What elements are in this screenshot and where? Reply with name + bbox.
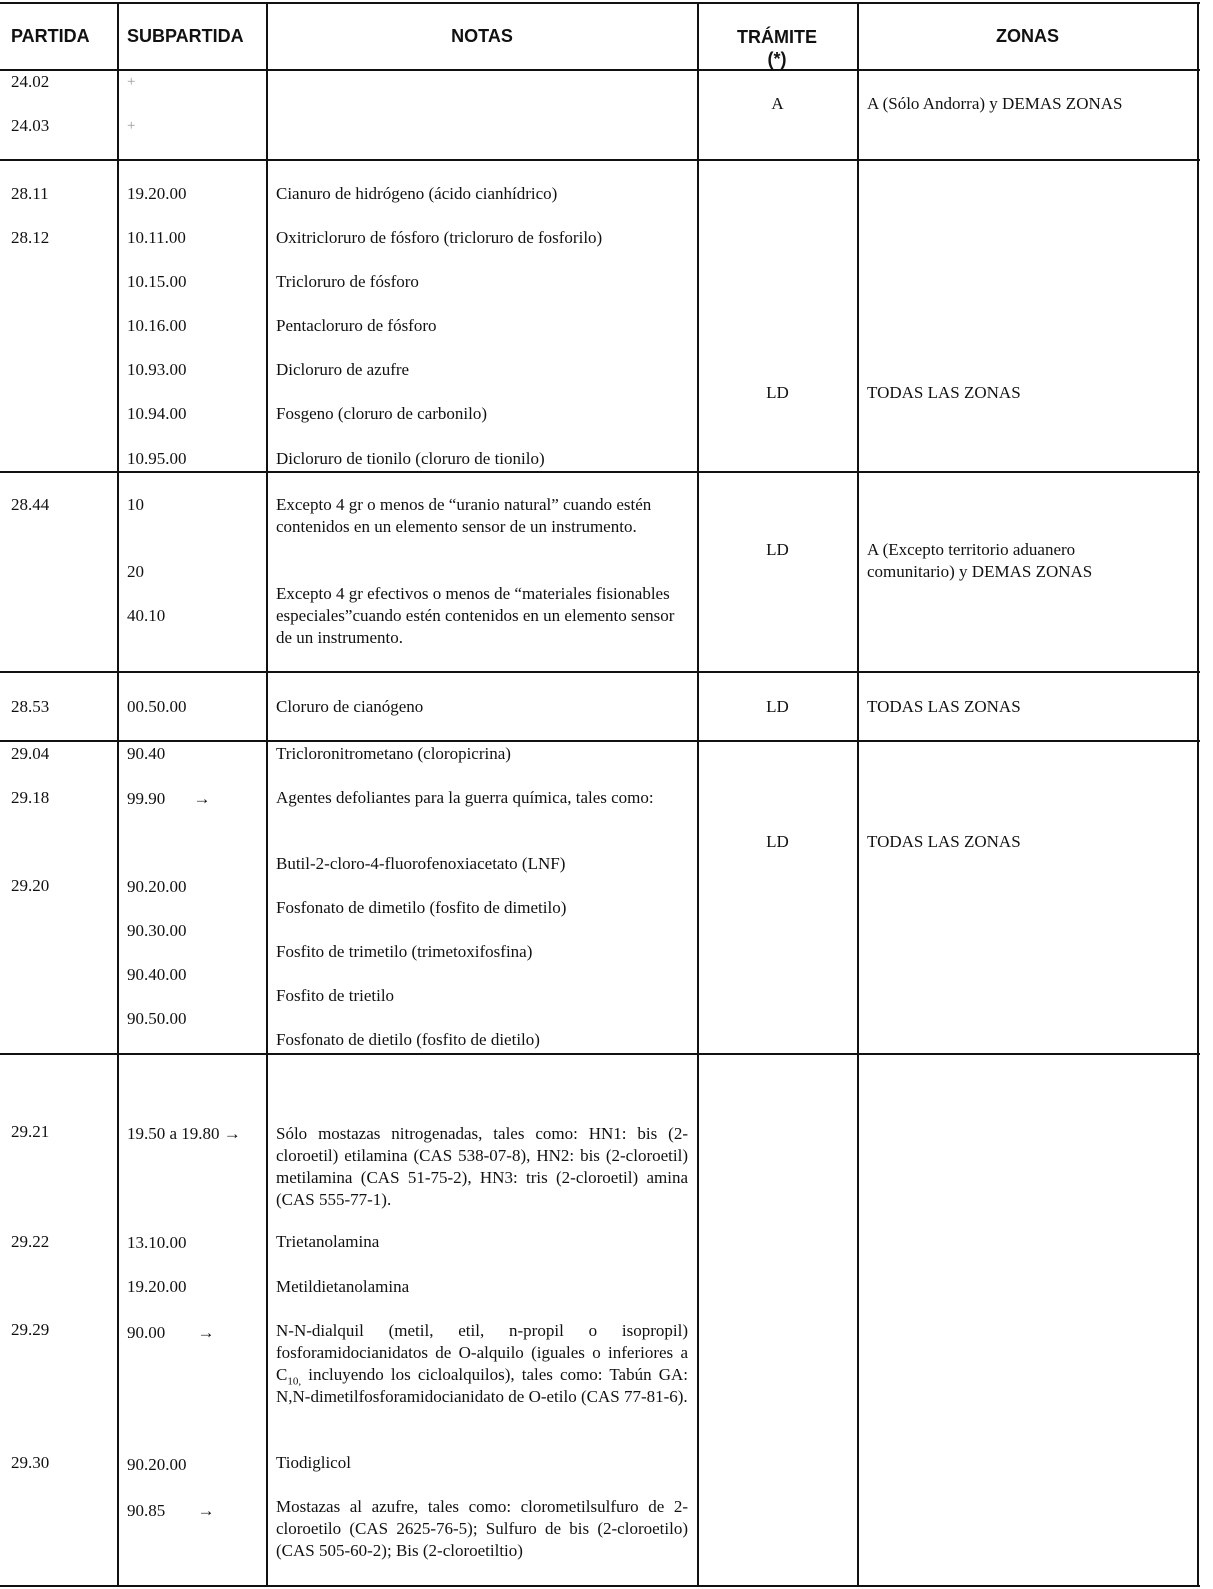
- notas-cell: Tricloronitrometano (cloropicrina): [276, 744, 511, 763]
- partida-cell: 29.30: [11, 1453, 50, 1472]
- subpartida-cell: 90.40.00: [127, 965, 187, 984]
- notas-cell: Excepto 4 gr o menos de “uranio natural” cuando estén contenidos en un elemento sensor de un instrumento.: [276, 495, 652, 536]
- nota-tabun-part-2: incluyendo los cicloalquilos), tales como: Tabún GA: N,N-dimetilfosforamidocianidato de O-etilo (CAS 77-81-6).: [276, 1365, 688, 1406]
- header-notas: NOTAS: [451, 26, 513, 46]
- partida-cell: 28.44: [11, 495, 50, 514]
- rule-header: [0, 69, 1200, 71]
- subpartida-cell: 10: [127, 495, 144, 514]
- subpartida-cell: 20: [127, 562, 144, 581]
- zonas-cell: TODAS LAS ZONAS: [867, 383, 1021, 402]
- subpartida-cell: 99.90 →: [127, 789, 211, 808]
- notas-cell: Metildietanolamina: [276, 1277, 410, 1296]
- partida-cell: 29.22: [11, 1232, 50, 1251]
- notas-cell: Dicloruro de tionilo (cloruro de tionilo): [276, 449, 545, 468]
- partida-cell: 29.04: [11, 744, 50, 763]
- subpartida-cell: 19.20.00: [127, 184, 187, 203]
- col-rule-4: [857, 2, 859, 1587]
- subpartida-cell: 10.95.00: [127, 449, 187, 468]
- subpartida-cell: 90.40: [127, 744, 166, 763]
- subpartida-cell: 10.11.00: [127, 228, 186, 247]
- notas-cell: Trietanolamina: [276, 1232, 380, 1251]
- rule-g1: [0, 159, 1200, 161]
- header-partida: PARTIDA: [11, 26, 90, 46]
- notas-cell: Dicloruro de azufre: [276, 360, 410, 379]
- partida-cell: 24.02: [11, 72, 50, 91]
- subpartida-cell: 90.20.00: [127, 1455, 187, 1474]
- subpartida-cell: 90.00 →: [127, 1323, 215, 1342]
- rule-g5: [0, 1053, 1200, 1055]
- subpartida-cell: 10.93.00: [127, 360, 187, 379]
- zonas-cell: TODAS LAS ZONAS: [867, 832, 1021, 851]
- notas-cell: Fosfito de trietilo: [276, 986, 395, 1005]
- partida-cell: 28.12: [11, 228, 50, 247]
- notas-cell: Cloruro de cianógeno: [276, 697, 424, 716]
- notas-cell: Tiodiglicol: [276, 1453, 351, 1472]
- zonas-cell: TODAS LAS ZONAS: [867, 697, 1021, 716]
- zonas-cell: A (Sólo Andorra) y DEMAS ZONAS: [867, 94, 1123, 113]
- rule-top: [0, 2, 1200, 4]
- notas-cell: [276, 1320, 688, 1408]
- notas-cell: Agentes defoliantes para la guerra química, tales como:: [276, 788, 654, 807]
- subpartida-cell: 13.10.00: [127, 1233, 187, 1252]
- subpartida-cell: 90.50.00: [127, 1009, 187, 1028]
- header-tramite: TRÁMITE (*): [737, 27, 817, 69]
- nota-tabun-subscript: 10,: [287, 1375, 302, 1388]
- notas-cell: Fosgeno (cloruro de carbonilo): [276, 404, 488, 423]
- rule-bottom: [0, 1585, 1200, 1587]
- subpartida-cell: 10.15.00: [127, 272, 187, 291]
- notas-cell: Sólo mostazas nitrogenadas, tales como: HN1: bis (2-cloroetil) etilamina (CAS 538-07-8), HN2: bis (2-cloroetil) metilamina (CAS 51-75-2), HN3: tris (2-cloroetil) amina (CAS 555-77-1).: [276, 1124, 688, 1209]
- subpartida-cell: 10.16.00: [127, 316, 187, 335]
- tramite-cell: LD: [766, 832, 789, 851]
- partida-cell: 29.21: [11, 1122, 50, 1141]
- col-rule-2: [266, 2, 268, 1587]
- partida-cell: 24.03: [11, 116, 50, 135]
- tramite-cell: LD: [766, 540, 789, 559]
- subpartida-cell: 40.10: [127, 606, 166, 625]
- col-rule-3: [697, 2, 699, 1587]
- tramite-cell: LD: [766, 697, 789, 716]
- col-rule-5: [1197, 2, 1199, 1587]
- partida-cell: 28.53: [11, 697, 50, 716]
- subpartida-cell: 00.50.00: [127, 697, 187, 716]
- subpartida-cell: 90.85 →: [127, 1501, 215, 1520]
- col-rule-1: [117, 2, 119, 1587]
- tramite-cell: LD: [766, 383, 789, 402]
- notas-cell: Butil-2-cloro-4-fluorofenoxiacetato (LNF): [276, 854, 566, 873]
- rule-g4: [0, 740, 1200, 742]
- subpartida-cell: +: [127, 118, 136, 134]
- partida-cell: 29.20: [11, 876, 50, 895]
- zonas-cell: A (Excepto territorio aduanero comunitario) y DEMAS ZONAS: [867, 540, 1093, 581]
- subpartida-cell: 90.30.00: [127, 921, 187, 940]
- subpartida-cell: +: [127, 74, 136, 90]
- subpartida-cell: 19.50 a 19.80 →: [127, 1124, 241, 1143]
- partida-cell: 28.11: [11, 184, 49, 203]
- notas-cell: Fosfito de trimetilo (trimetoxifosfina): [276, 942, 533, 961]
- rule-g2: [0, 471, 1200, 473]
- header-zonas: ZONAS: [996, 26, 1059, 46]
- notas-cell: Fosfonato de dietilo (fosfito de dietilo): [276, 1030, 540, 1049]
- subpartida-cell: 19.20.00: [127, 1277, 187, 1296]
- notas-cell: Pentacloruro de fósforo: [276, 316, 437, 335]
- notas-cell: Excepto 4 gr efectivos o menos de “materiales fisionables especiales”cuando estén contenidos en un elemento sensor de un instrumento.: [276, 584, 675, 647]
- partida-cell: 29.18: [11, 788, 50, 807]
- notas-cell: Oxitricloruro de fósforo (tricloruro de fosforilo): [276, 228, 603, 247]
- subpartida-cell: 90.20.00: [127, 877, 187, 896]
- header-subpartida: SUBPARTIDA: [127, 26, 244, 46]
- tramite-cell: A: [771, 94, 784, 113]
- notas-cell: Tricloruro de fósforo: [276, 272, 419, 291]
- rule-g3: [0, 671, 1200, 673]
- notas-cell: Fosfonato de dimetilo (fosfito de dimetilo): [276, 898, 567, 917]
- partida-cell: 29.29: [11, 1320, 50, 1339]
- notas-cell: Mostazas al azufre, tales como: clorometilsulfuro de 2-cloroetilo (CAS 2625-76-5); Sulfuro de bis (2-cloroetilo) (CAS 505-60-2); Bis (2-cloroetiltio): [276, 1497, 688, 1560]
- subpartida-cell: 10.94.00: [127, 404, 187, 423]
- nota-tabun-part-1: N-N-dialquil (metil, etil, n-propil o isopropil) fosforamidocianidatos de O-alquilo (iguales o inferiores a C: [276, 1321, 688, 1384]
- notas-cell: Cianuro de hidrógeno (ácido cianhídrico): [276, 184, 558, 203]
